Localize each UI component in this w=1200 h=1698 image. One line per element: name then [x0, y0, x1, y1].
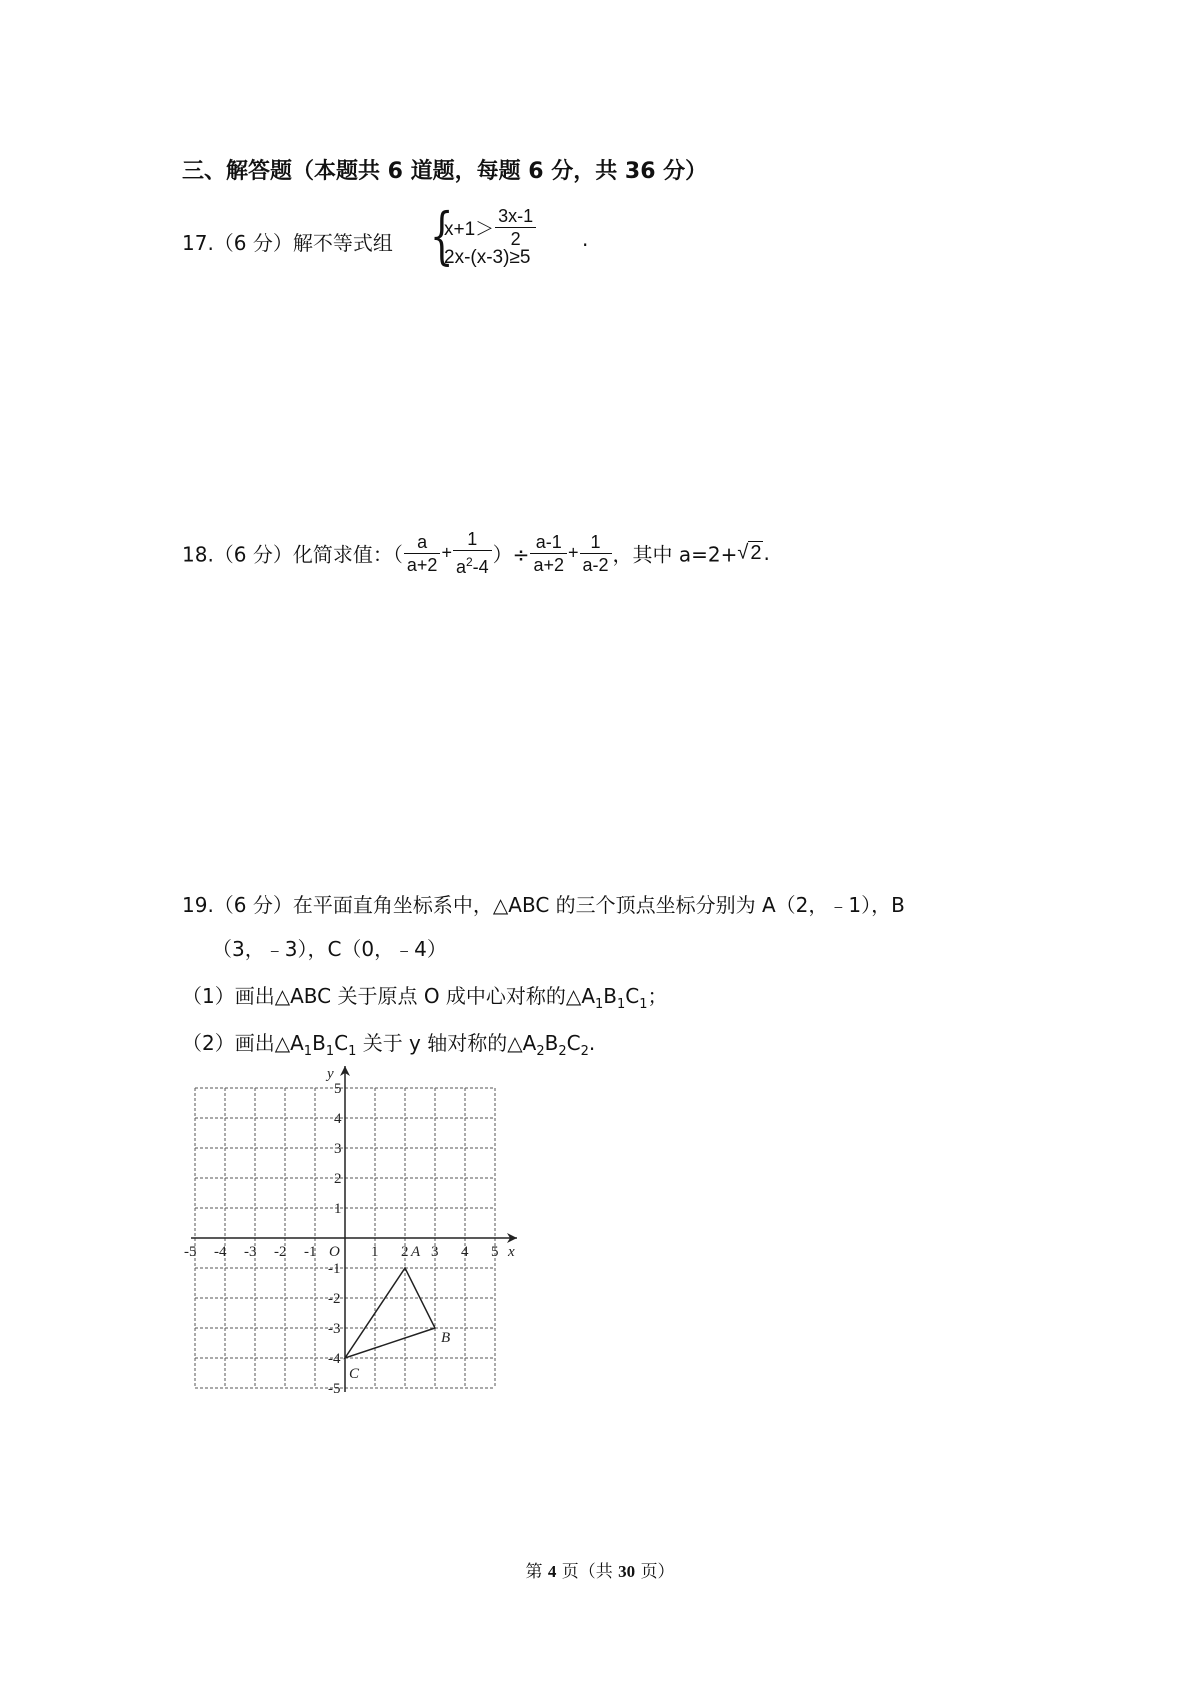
q18-fraction-3	[530, 531, 567, 576]
y-tick-label: -3	[328, 1321, 341, 1337]
q18-f2-den-rest: -4	[472, 557, 489, 577]
q19-part2-b: B	[312, 1031, 326, 1055]
q18-sqrt-radicand: 2	[750, 541, 762, 564]
q19-part1-sub2: 1	[617, 997, 626, 1012]
y-tick-label: 3	[334, 1141, 342, 1157]
q19-part2-c2: C	[566, 1031, 581, 1055]
x-tick-label: 4	[461, 1244, 469, 1260]
y-tick-label: -2	[328, 1291, 341, 1307]
y-tick-label: 1	[334, 1201, 342, 1217]
q19-part2-sub1: 1	[303, 1044, 313, 1059]
vertex-label-c: C	[349, 1366, 360, 1382]
q19-part1-b: B	[603, 984, 618, 1008]
axes	[191, 1066, 517, 1392]
x-tick-label: -5	[184, 1244, 197, 1260]
q17-fraction-num: 3x-1	[498, 206, 534, 226]
x-axis-label: x	[508, 1244, 515, 1260]
x-tick-label: -1	[304, 1244, 317, 1260]
q19-part2-sub2: 1	[325, 1044, 335, 1059]
q19-part2-sub4: 2	[536, 1044, 545, 1059]
q17-suffix: .	[582, 227, 589, 251]
x-tick-label: 3	[431, 1244, 439, 1260]
q18-prefix: 18.（6 分）化简求值：（	[182, 542, 403, 567]
q18-fraction-1	[404, 531, 441, 576]
q19-part1-end: ；	[647, 984, 668, 1008]
q17-fraction-den: 2	[495, 227, 536, 250]
y-tick-label: 2	[334, 1171, 342, 1187]
section-title: 三、解答题（本题共 6 道题，每题 6 分，共 36 分）	[182, 159, 708, 184]
x-tick-label: -2	[274, 1244, 287, 1260]
y-tick-label: -4	[328, 1351, 341, 1367]
footer-pre: 第	[525, 1562, 543, 1582]
q19-part2	[182, 1027, 595, 1059]
q17-prefix: 17.（6 分）解不等式组	[182, 231, 393, 255]
q18-f4-den: a-2	[580, 553, 612, 576]
q18-f2-den-base: a	[455, 557, 466, 577]
q17-brace: {	[429, 199, 454, 272]
y-tick-label: 5	[334, 1081, 342, 1097]
x-tick-label: 2	[401, 1244, 409, 1260]
y-tick-label: 4	[334, 1111, 342, 1127]
footer-total-pages: 30	[618, 1562, 636, 1581]
footer-post: 页）	[640, 1562, 675, 1582]
question-18	[182, 528, 770, 578]
y-tick-label: -1	[328, 1261, 341, 1277]
q18-fraction-2	[453, 528, 492, 578]
q18-f4-num: 1	[590, 531, 601, 552]
q18-f1-num: a	[417, 531, 428, 552]
q18-f2-den	[453, 550, 492, 578]
q19-part2-sub3: 1	[348, 1044, 357, 1059]
q19-part2-b2: B	[544, 1031, 559, 1055]
triangle-outline	[345, 1268, 435, 1358]
x-tick-label: -4	[214, 1244, 227, 1260]
vertex-label-b: B	[441, 1330, 451, 1346]
x-tick-label: 5	[491, 1244, 499, 1260]
q18-f1-den: a+2	[404, 553, 441, 576]
footer-mid: 页（共	[561, 1562, 613, 1582]
q17-system	[444, 205, 537, 269]
q17-line2: 2x-(x-3)≥5	[444, 247, 531, 268]
q18-end: .	[763, 541, 770, 565]
footer-page-number: 4	[547, 1562, 557, 1581]
q17-fraction	[495, 205, 536, 250]
q17-line1	[444, 205, 537, 249]
q19-part1-sub1: 1	[595, 997, 604, 1012]
q19-line2: （3，﹣3），C（0，﹣4）	[212, 937, 447, 961]
q18-f3-num: a-1	[535, 531, 562, 552]
sqrt-sign-icon: √	[737, 541, 749, 564]
q18-close-div: ）÷	[492, 542, 530, 567]
q19-line1: 19.（6 分）在平面直角坐标系中，△ABC 的三个顶点坐标分别为 A（2，﹣1），B	[182, 893, 905, 917]
q18-plus-1: +	[441, 542, 452, 563]
q19-part2-sub5: 2	[558, 1044, 567, 1059]
q18-sqrt	[737, 541, 763, 564]
origin-label: O	[329, 1244, 340, 1260]
q19-part1-text: （1）画出△ABC 关于原点 O 成中心对称的△A	[182, 984, 595, 1008]
q18-fraction-4	[580, 531, 612, 576]
q19-part2-end: .	[588, 1031, 596, 1055]
q19-part1	[182, 980, 668, 1012]
x-tick-label: 1	[371, 1244, 379, 1260]
q18-f2-num: 1	[467, 529, 478, 549]
q18-suffix: ，其中 a=2+	[612, 542, 738, 567]
y-axis-label: y	[327, 1066, 334, 1082]
y-tick-label: -5	[328, 1381, 341, 1397]
q17-line1-left: x+1＞	[444, 219, 495, 240]
tick-labels	[184, 1081, 499, 1397]
page-footer	[0, 1557, 1200, 1582]
q18-plus-2: +	[567, 542, 579, 563]
coordinate-grid	[180, 1060, 540, 1420]
q19-part1-c: C	[625, 984, 640, 1008]
q19-part1-sub3: 1	[639, 997, 648, 1012]
q19-part2-text: （2）画出△A	[182, 1031, 304, 1055]
triangle-abc	[345, 1244, 450, 1382]
q18-f2-den-exp: 2	[465, 555, 473, 569]
q19-part2-sub6: 2	[580, 1044, 589, 1059]
q18-f3-den: a+2	[530, 553, 567, 576]
q19-part2-c: C	[334, 1031, 349, 1055]
x-tick-label: -3	[244, 1244, 257, 1260]
q19-part2-mid: 关于 y 轴对称的△A	[356, 1031, 537, 1055]
vertex-label-a: A	[411, 1244, 421, 1260]
